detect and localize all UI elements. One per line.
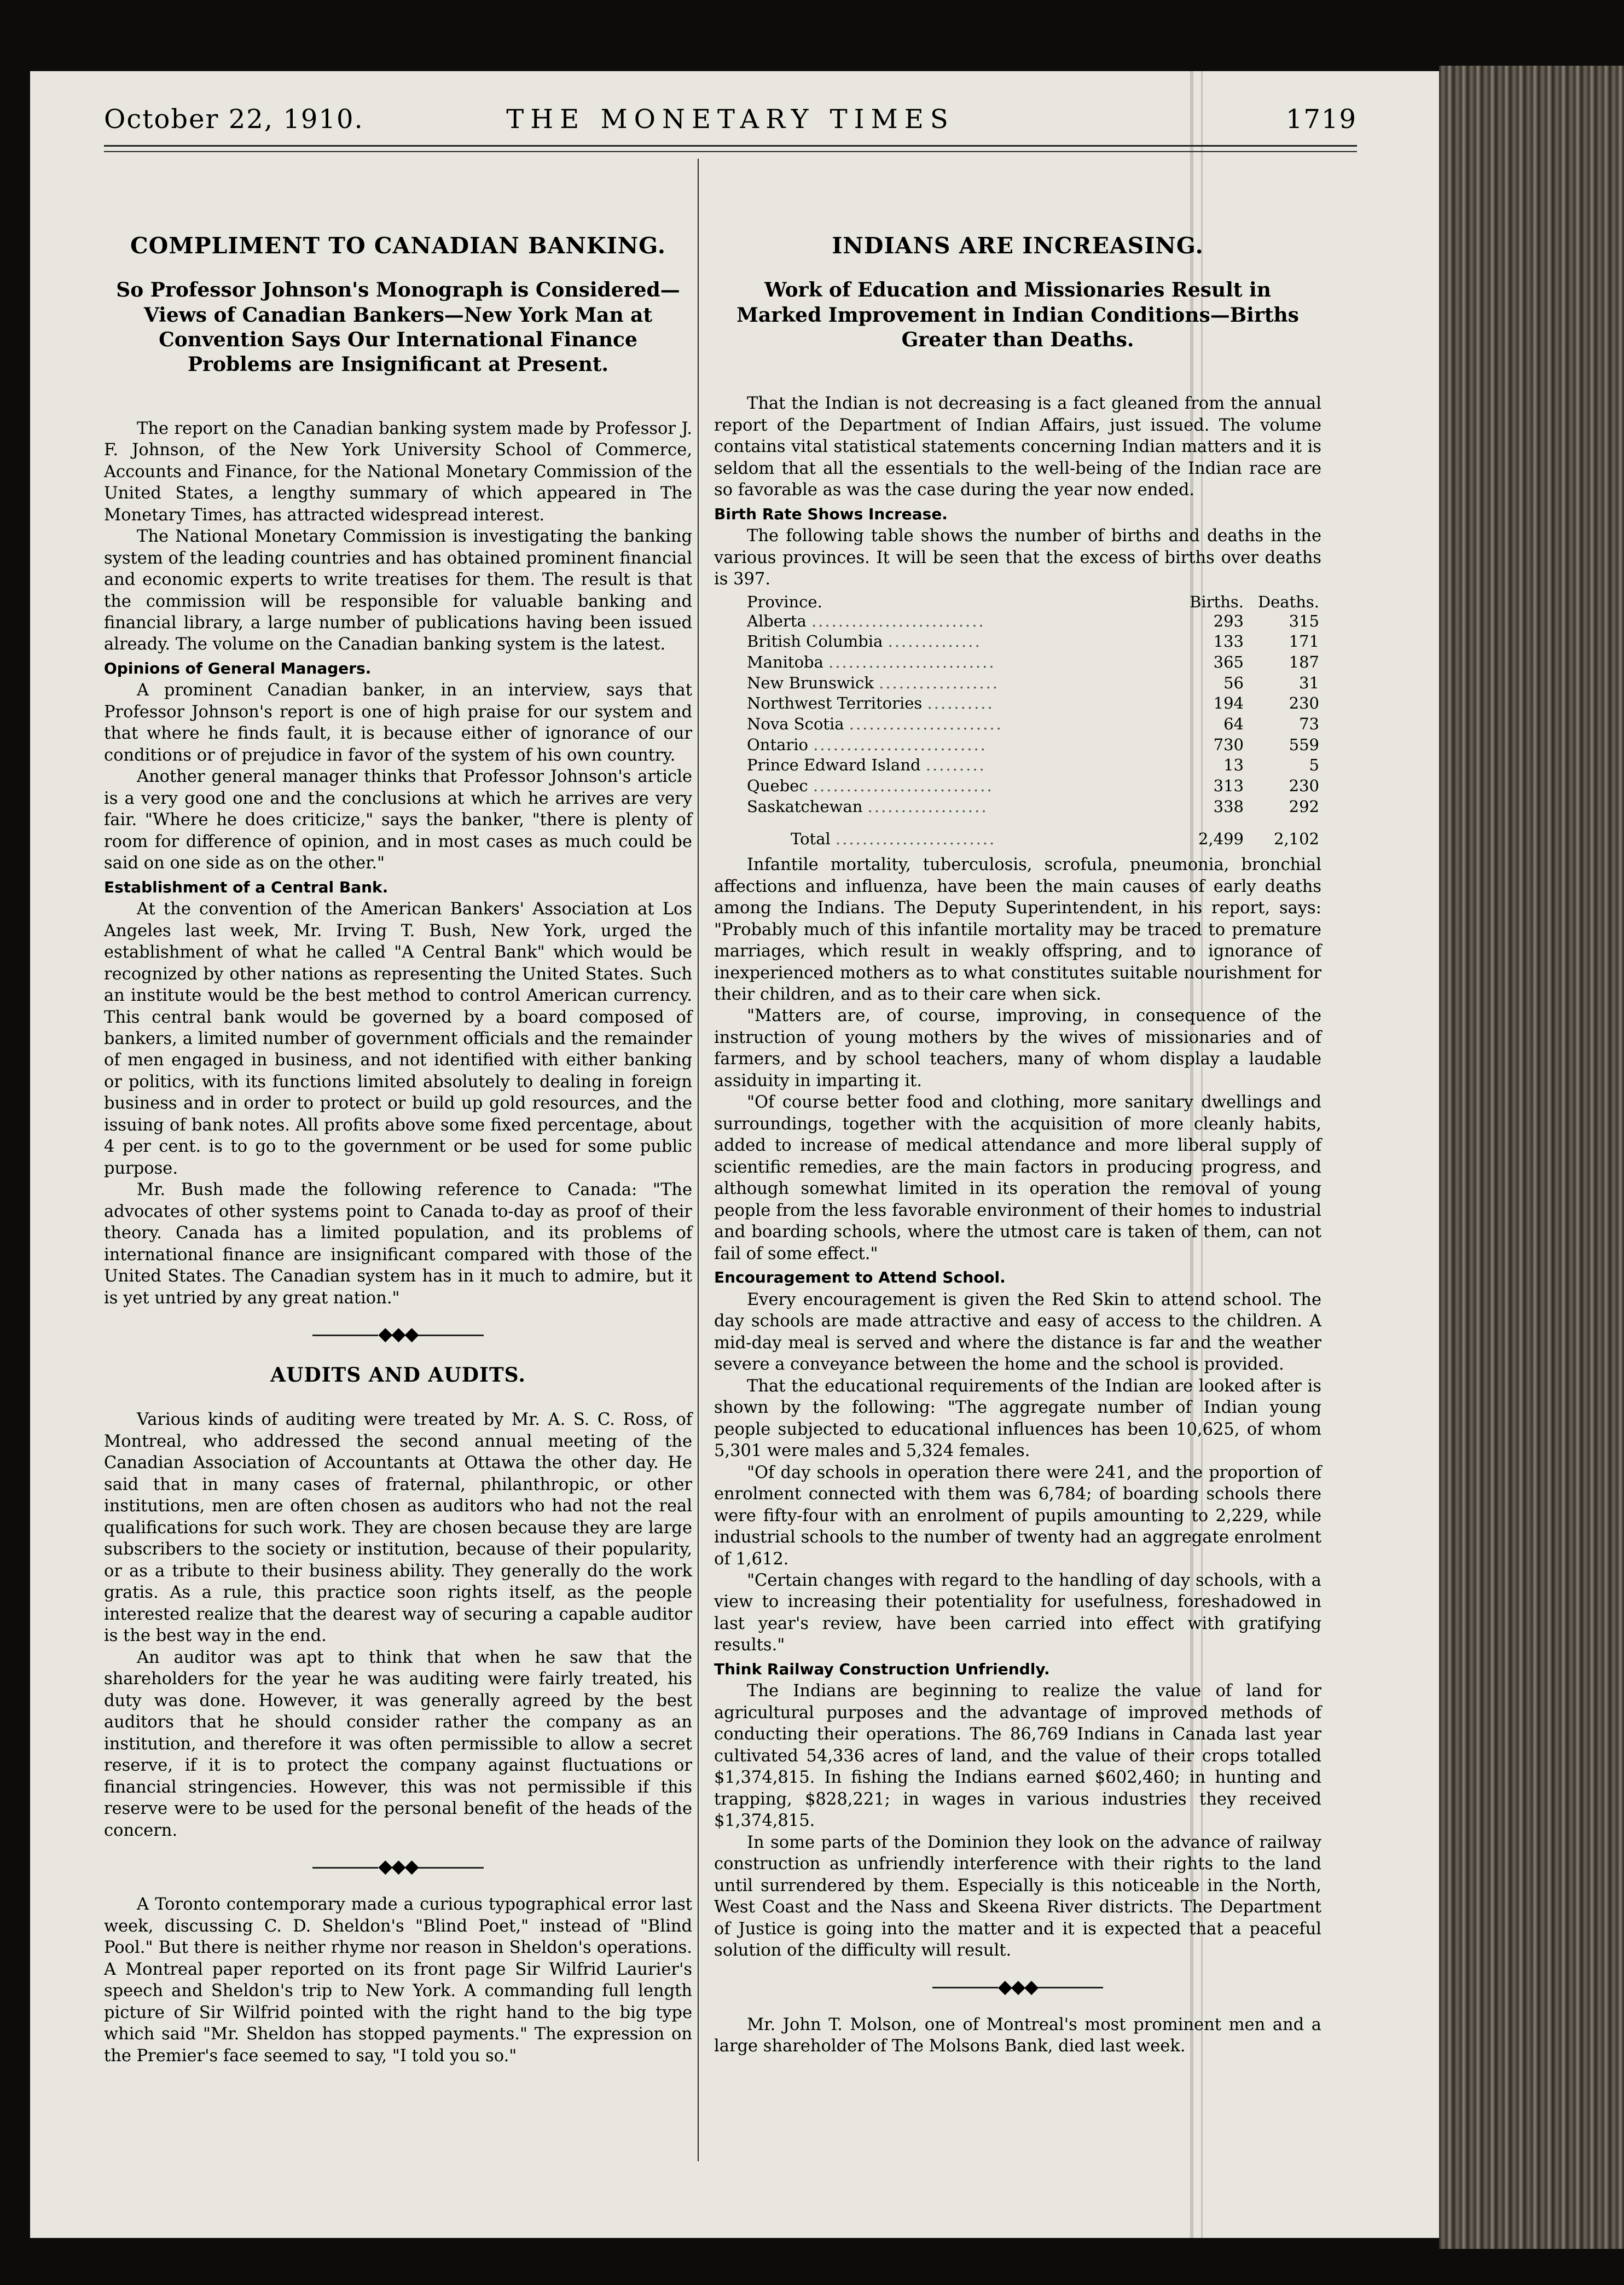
- page-header: [104, 98, 1357, 142]
- left-column: [104, 164, 692, 2067]
- ornament-divider: ◆◆◆: [104, 1323, 692, 1345]
- column-header: Deaths.: [1257, 592, 1319, 611]
- issue-date: October 22, 1910.: [104, 104, 364, 135]
- births-cell: 365: [1213, 652, 1244, 671]
- births-cell: 133: [1213, 632, 1244, 651]
- births-cell: 293: [1213, 611, 1244, 630]
- table-row: [714, 797, 1321, 817]
- paragraph: That the Indian is not decreasing is a fact gleaned from the annual report of the Department of Indian Affairs, just issued. The volume contains vital statistical statements concerning Indian matters and it is seldom that all the essentials to the well-being of the Indian race are so favorable as was the case during the year now ended.: [714, 394, 1321, 500]
- deaths-cell: 230: [1289, 776, 1319, 796]
- paragraph: That the educational requirements of the Indian are looked after is shown by the following: "The aggregate number of Indian young people subjected to educational influences has been 10,625, of whom 5,301 were males and 5,324 females.: [714, 1376, 1321, 1461]
- paragraph: At the convention of the American Bankers' Association at Los Angeles last week, Mr. Irving T. Bush, New York, urged the establishment of what he called "A Central Bank" which would be recognized by other nations as representing the United States. Such an institute would be the best method to control American currency. This central bank would be governed by a board composed of bankers, a limited number of government officials and the remainder of men engaged in business, and not identified with either banking or politics, with its functions limited absolutely to dealing in foreign business and in order to protect or build up gold resources, and the issuing of bank notes. All profits above some fixed percentage, about 4 per cent. is to go to the government or be used for some public purpose.: [104, 900, 692, 1178]
- births-cell: 13: [1223, 756, 1244, 775]
- province-cell: Saskatchewan ..................: [747, 797, 988, 816]
- province-cell: Alberta ..........................: [747, 611, 985, 630]
- deaths-cell: 171: [1289, 632, 1319, 651]
- deaths-cell: 187: [1289, 652, 1319, 671]
- deaths-cell: 31: [1299, 673, 1319, 692]
- province-cell: New Brunswick ..................: [747, 673, 1000, 692]
- province-cell: Ontario ..........................: [747, 735, 987, 754]
- paragraph: The following table shows the number of births and deaths in the various provinces. It will be seen that the excess of births over deaths is 397.: [714, 526, 1321, 589]
- province-cell: British Columbia ..............: [747, 632, 982, 651]
- deaths-cell: 73: [1299, 714, 1319, 733]
- paragraph: Another general manager thinks that Professor Johnson's article is a very good one and the conclusions at which he arrives are very fair. "Where he does criticize," says the banker, "there is plenty of room for difference of opinion, and in most cases as much could be said on one side as on the other.": [104, 767, 692, 873]
- table-row: [714, 776, 1321, 797]
- masthead: THE MONETARY TIMES: [506, 104, 955, 135]
- deaths-cell: 315: [1289, 611, 1319, 630]
- book-spine: [1439, 66, 1624, 2249]
- subheading: Birth Rate Shows Increase.: [714, 504, 948, 523]
- paragraph: "Of day schools in operation there were 241, and the proportion of enrolment connected with them was 6,784; of boarding schools there were fifty-four with an enrolment of pupils amounting to 2,229, while industrial schools to the number of twenty had an aggregate enrolment of 1,612.: [714, 1463, 1321, 1569]
- province-cell: Manitoba .........................: [747, 652, 996, 671]
- paragraph: Various kinds of auditing were treated by Mr. A. S. C. Ross, of Montreal, who addressed the second annual meeting of the Canadian Association of Accountants at Ottawa the other day. He said that in many cases of fraternal, philanthropic, or other institutions, men are often chosen as auditors who had not the real qualifications for such work. They are chosen because they are large subscribers to the society or institution, because of their popularity, or as a tribute to their business ability. They generally do the work gratis. As a rule, this practice soon rights itself, as the people interested realize that the dearest way of securing a capable auditor is the best way in the end.: [104, 1410, 692, 1646]
- page-number: 1719: [1285, 104, 1357, 135]
- province-cell: Quebec ...........................: [747, 776, 994, 796]
- article-title: AUDITS AND AUDITS.: [270, 1364, 526, 1387]
- table-row: [714, 631, 1321, 652]
- article-deck: So Professor Johnson's Monograph is Considered—Views of Canadian Bankers—New York Man at Convention Says Our International Finance Problems are Insignificant at Present.: [116, 279, 680, 376]
- ornament-divider: ◆◆◆: [714, 1976, 1321, 1998]
- article-title: COMPLIMENT TO CANADIAN BANKING.: [130, 233, 666, 259]
- deaths-cell: 5: [1309, 756, 1319, 775]
- paragraph: Every encouragement is given the Red Skin to attend school. The day schools are made attractive and easy of access to the children. A mid-day meal is served and where the distance is far and the weather severe a conveyance between the home and the school is provided.: [714, 1290, 1321, 1375]
- deaths-cell: 292: [1289, 797, 1319, 816]
- column-header: Births.: [1190, 592, 1244, 611]
- subheading: Encouragement to Attend School.: [714, 1268, 1006, 1287]
- subheading: Establishment of a Central Bank.: [104, 878, 388, 896]
- births-cell: 730: [1213, 735, 1244, 754]
- province-cell: Northwest Territories ..........: [747, 694, 994, 713]
- column-rule: [698, 159, 699, 2161]
- deaths-cell: 230: [1289, 694, 1319, 713]
- paragraph: The Indians are beginning to realize the value of land for agricultural purposes and the advantage of improved methods of conducting their operations. The 86,769 Indians in Canada last year cultivated 54,336 acres of land, and the value of their crops totalled $1,374,815. In fishing the Indians earned $602,460; in hunting and trapping, $828,221; in wages in various industries they received $1,374,815.: [714, 1681, 1321, 1831]
- table-total-row: [714, 817, 1321, 850]
- paragraph: The report on the Canadian banking system made by Professor J. F. Johnson, of the New York University School of Commerce, Accounts and Finance, for the National Monetary Commission of the United States, a lengthy summary of which appeared in The Monetary Times, has attracted widespread interest.: [104, 419, 692, 525]
- table-row: [714, 755, 1321, 776]
- ornament-divider: ◆◆◆: [104, 1855, 692, 1877]
- table-row: [714, 693, 1321, 714]
- births-cell: 64: [1223, 714, 1244, 733]
- paragraph: A Toronto contemporary made a curious typographical error last week, discussing C. D. Sheldon's "Blind Poet," instead of "Blind Pool." But there is neither rhyme nor reason in Sheldon's operations. A Montreal paper reported on its front page Sir Wilfrid Laurier's speech and Sheldon's trip to New York. A commanding full length picture of Sir Wilfrid pointed with the right hand to the big type which said "Mr. Sheldon has stopped payments." The expression on the Premier's face seemed to say, "I told you so.": [104, 1895, 692, 2066]
- total-label: Total ........................: [791, 830, 996, 849]
- article-deck: Work of Education and Missionaries Result in Marked Improvement in Indian Conditions—Births Greater than Deaths.: [736, 279, 1299, 351]
- article-title: INDIANS ARE INCREASING.: [832, 233, 1204, 259]
- table-row: [714, 714, 1321, 735]
- paragraph: Mr. Bush made the following reference to Canada: "The advocates of other systems point to Canada to-day as proof of their theory. Canada has a limited population, and its problems of international finance are insignificant compared with those of the United States. The Canadian system has in it much to admire, but it is yet untried by any great nation.": [104, 1180, 692, 1308]
- province-cell: Nova Scotia .......................: [747, 714, 1003, 733]
- births-deaths-table: [714, 593, 1321, 850]
- paragraph: The National Monetary Commission is investigating the banking system of the leading countries and has obtained prominent financial and economic experts to write treatises for them. The result is that the commission will be responsible for valuable banking and financial library, a large number of publications having been issued already. The volume on the Canadian banking system is the latest.: [104, 527, 692, 654]
- paragraph: "Matters are, of course, improving, in consequence of the instruction of young mothers by the wives of missionaries and of farmers, and by school teachers, many of whom display a laudable assiduity in imparting it.: [714, 1006, 1321, 1091]
- table-row: [714, 735, 1321, 756]
- paragraph: Mr. John T. Molson, one of Montreal's most prominent men and a large shareholder of The Molsons Bank, died last week.: [714, 2015, 1321, 2056]
- paragraph: "Certain changes with regard to the handling of day schools, with a view to increasing their potentiality for usefulness, foreshadowed in last year's review, have been carried into effect with gratifying results.": [714, 1570, 1321, 1655]
- total-births: 2,499: [1198, 830, 1244, 849]
- deaths-cell: 559: [1289, 735, 1319, 754]
- births-cell: 313: [1213, 776, 1244, 796]
- paragraph: An auditor was apt to think that when he saw that the shareholders for the year he was auditing were fairly treated, his duty was done. However, it was generally agreed by the best auditors that he should consider rather the company as an institution, and therefore it was often permissible to allow a secret reserve, if it is to protect the company against fluctuations or financial stringencies. However, this was not permissible if this reserve were to be used for the personal benefit of the heads of the concern.: [104, 1648, 692, 1840]
- births-cell: 56: [1223, 673, 1244, 692]
- province-cell: Prince Edward Island .........: [747, 756, 986, 775]
- paragraph: "Of course better food and clothing, more sanitary dwellings and surroundings, together with the acquisition of more cleanly habits, added to increase of medical attendance and more liberal supply of scientific remedies, are the main factors in producing progress, and although somewhat limited in its operation the removal of young people from the less favorable environment of their homes to industrial and boarding schools, where the utmost care is taken of them, can not fail of some effect.": [714, 1093, 1321, 1263]
- right-column: [714, 164, 1321, 2057]
- births-cell: 194: [1213, 694, 1244, 713]
- paragraph: In some parts of the Dominion they look on the advance of railway construction as unfriendly interference with their rights to the land until surrendered by them. Especially is this noticeable in the North, West Coast and the Nass and Skeena River districts. The Department of Justice is going into the matter and it is expected that a peaceful solution of the difficulty will result.: [714, 1832, 1321, 1961]
- table-row: [714, 611, 1321, 632]
- header-rule: [104, 145, 1357, 152]
- paragraph: Infantile mortality, tuberculosis, scrofula, pneumonia, bronchial affections and influenza, have been the main causes of early deaths among the Indians. The Deputy Superintendent, in his report, says: "Probably much of this infantile mortality may be traced to premature marriages, which result in weakly offspring, and to ignorance of inexperienced mothers as to what constitutes suitable nourishment for their children, and as to their care when sick.: [714, 855, 1321, 1004]
- births-cell: 338: [1213, 797, 1244, 816]
- total-deaths: 2,102: [1273, 830, 1319, 849]
- column-header: Province.: [747, 592, 822, 611]
- table-row: [714, 673, 1321, 694]
- subheading: Think Railway Construction Unfriendly.: [714, 1660, 1050, 1678]
- table-row: [714, 652, 1321, 673]
- paragraph: A prominent Canadian banker, in an interview, says that Professor Johnson's report is one of high praise for our system and that where he finds fault, it is because either of ignorance of our conditions or of prejudice in favor of the system of his own country.: [104, 681, 692, 765]
- subheading: Opinions of General Managers.: [104, 659, 372, 677]
